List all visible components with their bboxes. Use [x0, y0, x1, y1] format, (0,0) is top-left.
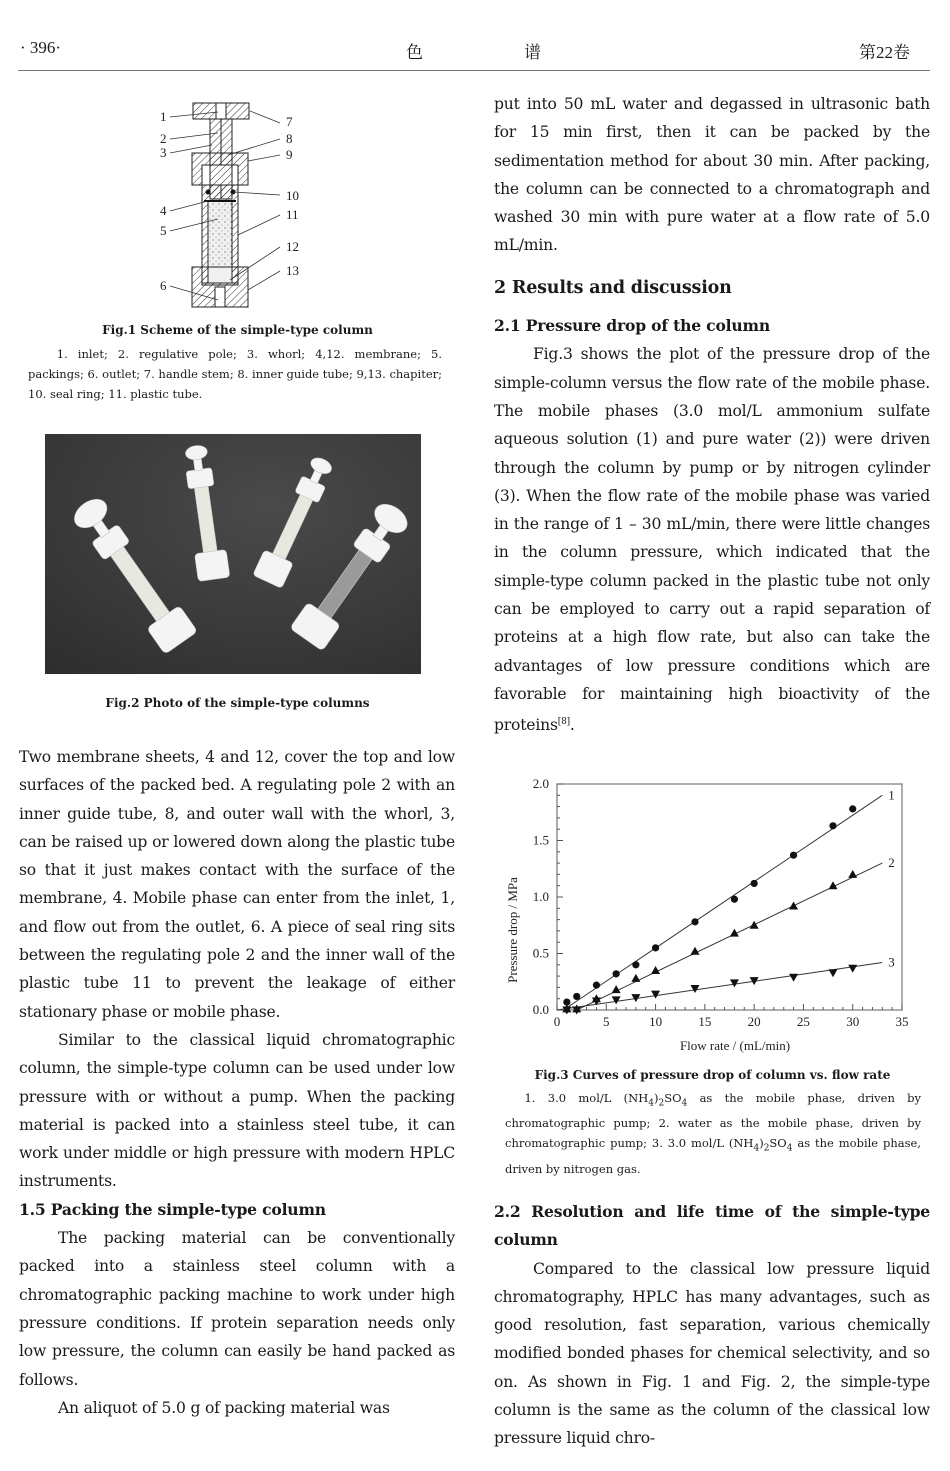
- paragraph: The packing material can be conventionally packed into a stainless steel column with a chromatographic packing machine to work under high pressure conditions. If protein separation needs only low pressure, the column can easily be hand packed as follows.: [19, 1229, 455, 1389]
- paragraph: Compared to the classical low pressure liquid chromatography, HPLC has many advantages, such as good resolution, fast separation, various chemically modified bonded phases for chemical selectivity, and so on. As shown in Fig. 1 and Fig. 2, the simple-type column is the same as the column of the classical low pressure liquid chro-: [494, 1259, 930, 1448]
- y-tick-label: 0.0: [532, 1002, 549, 1017]
- series-3-point: [612, 996, 621, 1004]
- series-1-point: [593, 982, 600, 989]
- fig1-label-4: 4: [160, 203, 167, 218]
- series-1-point: [751, 880, 758, 887]
- subscript: 4: [681, 1098, 688, 1109]
- subscript: 4: [753, 1143, 760, 1154]
- fig1-label-12: 12: [286, 239, 299, 254]
- section-heading-1-5: 1.5 Packing the simple-type column: [19, 1199, 326, 1219]
- series-1-point: [790, 852, 797, 859]
- x-tick-label: 20: [747, 1014, 761, 1029]
- y-tick-label: 2.0: [532, 776, 549, 791]
- fig1-label-13: 13: [286, 263, 299, 278]
- citation-ref: [8]: [557, 717, 570, 728]
- paragraph: [494, 340, 930, 739]
- journal-title-char-1: 色: [406, 43, 423, 62]
- legend-part: SO: [664, 1091, 682, 1105]
- series-2-point: [631, 974, 640, 982]
- fig3-caption: Fig.3 Curves of pressure drop of column vs. flow rate: [534, 1068, 891, 1082]
- series-1-point: [652, 944, 659, 951]
- paragraph: An aliquot of 5.0 g of packing material was: [58, 1398, 390, 1417]
- series-1-point: [632, 961, 639, 968]
- subscript: 4: [786, 1143, 793, 1154]
- fig1-legend-text: 1. inlet; 2. regulative pole; 3. whorl; 4,12. membrane; 5. packings; 6. outlet; 7. handle stem; 8. inner guide tube; 9,13. chapiter; 10. seal ring; 11. plastic tube.: [28, 347, 442, 401]
- y-tick-label: 1.5: [532, 832, 549, 848]
- x-tick-label: 0: [553, 1014, 561, 1029]
- series-2-point: [848, 870, 857, 878]
- series-3-point: [848, 965, 857, 973]
- x-tick-label: 10: [649, 1014, 663, 1029]
- paragraph: Two membrane sheets, 4 and 12, cover the top and low surfaces of the packed bed. A regulating pole 2 with an inner guide tube, 8, and outer wall with the whorl, 3, can be raised up or lowered down along the plastic tube so that it just makes contact with the surface of the membrane, 4. Mobile phase can enter from the inlet, 1, and flow out from the outlet, 6. A piece of seal ring sits between the regulating pole 2 and the inner wall of the plastic tube 11 to prevent the leakage of either stationary phase or mobile phase.: [19, 748, 455, 1021]
- x-tick-label: 30: [846, 1014, 860, 1029]
- series-2-point: [789, 902, 798, 910]
- period: .: [569, 716, 575, 735]
- fig3-pressure-drop-chart: [495, 770, 925, 1060]
- y-tick-label: 0.5: [532, 945, 549, 961]
- series-label: 1: [888, 787, 895, 803]
- section-heading-2-1: 2.1 Pressure drop of the column: [494, 316, 770, 336]
- series-3-point: [829, 969, 838, 977]
- legend-part: ): [654, 1091, 659, 1105]
- series-label: 3: [888, 954, 895, 970]
- fig2-photo: [45, 434, 421, 674]
- section-heading-2: 2 Results and discussion: [494, 277, 732, 298]
- volume-label: 第22卷: [859, 43, 910, 62]
- series-1-point: [691, 918, 698, 925]
- fig1-label-6: 6: [160, 278, 167, 293]
- series-2-fit-line: [577, 863, 883, 1010]
- fig3-legend: [505, 1088, 921, 1179]
- x-axis-label: Flow rate / (mL/min): [679, 1038, 791, 1053]
- fig1-label-10: 10: [286, 188, 299, 203]
- x-tick-label: 15: [698, 1014, 712, 1029]
- legend-part: as the mobile phase, driven by chromatographic pump; 2. water as the mobile phase, driven by chromatographic pump; 3. 3.0 mol/L (NH: [505, 1091, 922, 1151]
- fig1-caption: Fig.1 Scheme of the simple-type column: [102, 323, 373, 337]
- series-label: 2: [888, 855, 895, 871]
- y-axis-label: Pressure drop / MPa: [505, 877, 520, 983]
- fig1-label-9: 9: [286, 147, 293, 162]
- series-2-point: [691, 947, 700, 955]
- series-3-point: [789, 974, 798, 982]
- right-column-text-bottom: [494, 1198, 930, 1453]
- fig1-column-scheme: [140, 95, 340, 315]
- fig1-label-11: 11: [286, 207, 299, 222]
- series-1-point: [573, 993, 580, 1000]
- right-column-text-top: [494, 90, 930, 740]
- legend-part: 1. 3.0 mol/L (NH: [524, 1091, 649, 1105]
- series-2-point: [750, 921, 759, 929]
- page-number: · 396·: [20, 38, 62, 57]
- series-1-point: [731, 896, 738, 903]
- left-column-text: [19, 743, 455, 1422]
- subscript: 2: [658, 1098, 665, 1109]
- x-tick-label: 35: [895, 1014, 909, 1029]
- legend-part: as the mobile phase, driven by nitrogen gas.: [505, 1136, 921, 1176]
- fig1-label-2: 2: [160, 131, 167, 146]
- subscript: 4: [648, 1098, 654, 1109]
- plot-frame: [557, 784, 902, 1010]
- columns-photo-illustration: [45, 434, 421, 674]
- series-1-point: [613, 970, 620, 977]
- fig1-legend: [28, 344, 442, 404]
- x-tick-label: 25: [796, 1014, 810, 1029]
- fig1-label-3: 3: [160, 145, 167, 160]
- section-heading-2-2: 2.2 Resolution and life time of the simple-type column: [494, 1202, 930, 1250]
- series-1-point: [849, 805, 856, 812]
- paragraph: Similar to the classical liquid chromatographic column, the simple-type column can be used under low pressure with or without a pump. When the packing material is packed into a stainless steel tube, it can work under middle or high pressure with modern HPLC instruments.: [19, 1030, 455, 1191]
- y-tick-label: 1.0: [532, 889, 549, 904]
- fig1-label-7: 7: [286, 114, 293, 129]
- fig1-label-5: 5: [160, 223, 167, 238]
- journal-title-char-2: 谱: [524, 43, 541, 62]
- header-rule: [18, 70, 930, 71]
- series-2-point: [651, 966, 660, 974]
- fig1-label-1: 1: [160, 109, 167, 124]
- fig1-label-8: 8: [286, 131, 293, 146]
- legend-part: ): [759, 1136, 764, 1151]
- subscript: 2: [763, 1143, 770, 1154]
- fig2-caption: Fig.2 Photo of the simple-type columns: [105, 696, 370, 710]
- series-1-point: [829, 822, 836, 829]
- paragraph-text: Fig.3 shows the plot of the pressure drop of the simple-column versus the flow rate of the mobile phase. The mobile phases (3.0 mol/L ammonium sulfate aqueous solution (1) and pure water (2)) were driven through the column by pump or by nitrogen cylinder (3). When the flow rate of the mobile phase was varied in the range of 1 – 30 mL/min, there were little changes in the column pressure, which indicated that the simple-type column packed in the plastic tube not only can be employed to carry out a rapid separation of proteins at a high flow rate, but also can take the advantages of low pressure conditions which are favorable for maintaining high bioactivity of the proteins: [494, 345, 930, 735]
- running-header: [0, 38, 950, 68]
- fig3-legend-text: [505, 1088, 921, 1179]
- legend-part: SO: [769, 1136, 787, 1151]
- paragraph: put into 50 mL water and degassed in ultrasonic bath for 15 min first, then it can be packed by the sedimentation method for about 30 min. After packing, the column can be connected to a chromatograph and washed 30 min with pure water at a flow rate of 5.0 mL/min.: [494, 95, 930, 255]
- x-tick-label: 5: [603, 1014, 610, 1029]
